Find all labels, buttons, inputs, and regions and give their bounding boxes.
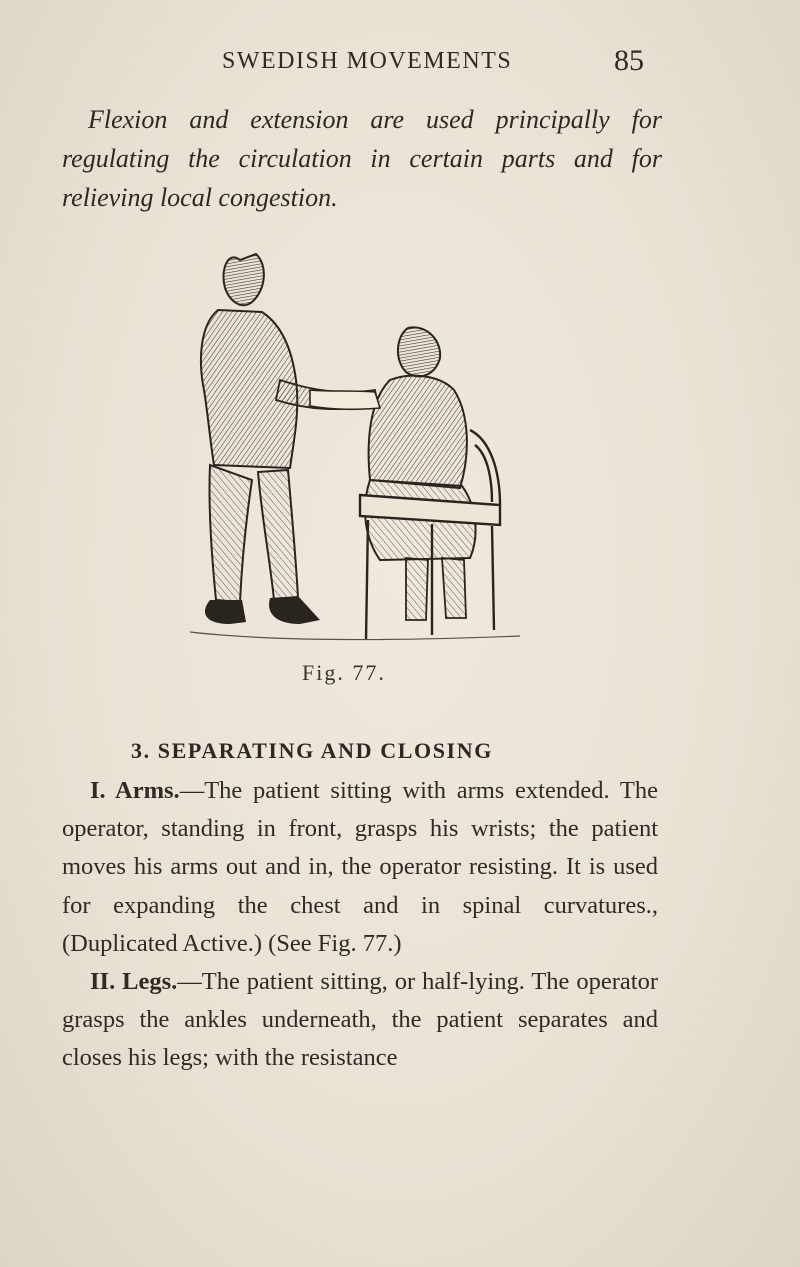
section-heading: 3. SEPARATING AND CLOSING [131, 738, 493, 763]
section-body [62, 772, 658, 1078]
running-title: SWEDISH MOVEMENTS [222, 48, 513, 74]
legs-label: II. Legs. [90, 968, 178, 996]
page-number: 85 [614, 44, 644, 77]
intro-text: Flexion and extension are used principally for regulating the circulation in certain parts and for relieving local congestion. [62, 105, 662, 212]
figure-caption: Fig. 77. [302, 660, 386, 685]
patient-figure [310, 327, 476, 620]
figure-illustration [170, 240, 540, 680]
paragraph-legs [62, 963, 658, 1078]
engraving-illustration [170, 240, 540, 660]
intro-paragraph [62, 100, 662, 217]
arms-text: —The patient sitting with arms extended. The operator, standing in front, grasps his wrists; the patient moves his arms out and in, the operator resisting. It is used for expanding the chest and in spinal curvatures., (Duplicated Active.) (See Fig. 77.) [62, 777, 658, 957]
arms-label: I. Arms. [90, 777, 180, 804]
paragraph-arms [62, 772, 658, 963]
floor-line [190, 632, 520, 639]
operator-figure [201, 254, 378, 624]
running-head [0, 44, 800, 88]
legs-text: —The patient sitting, or half-lying. The operator grasps the ankles underneath, the patient separates and closes his legs; with the resistance [62, 968, 658, 1072]
